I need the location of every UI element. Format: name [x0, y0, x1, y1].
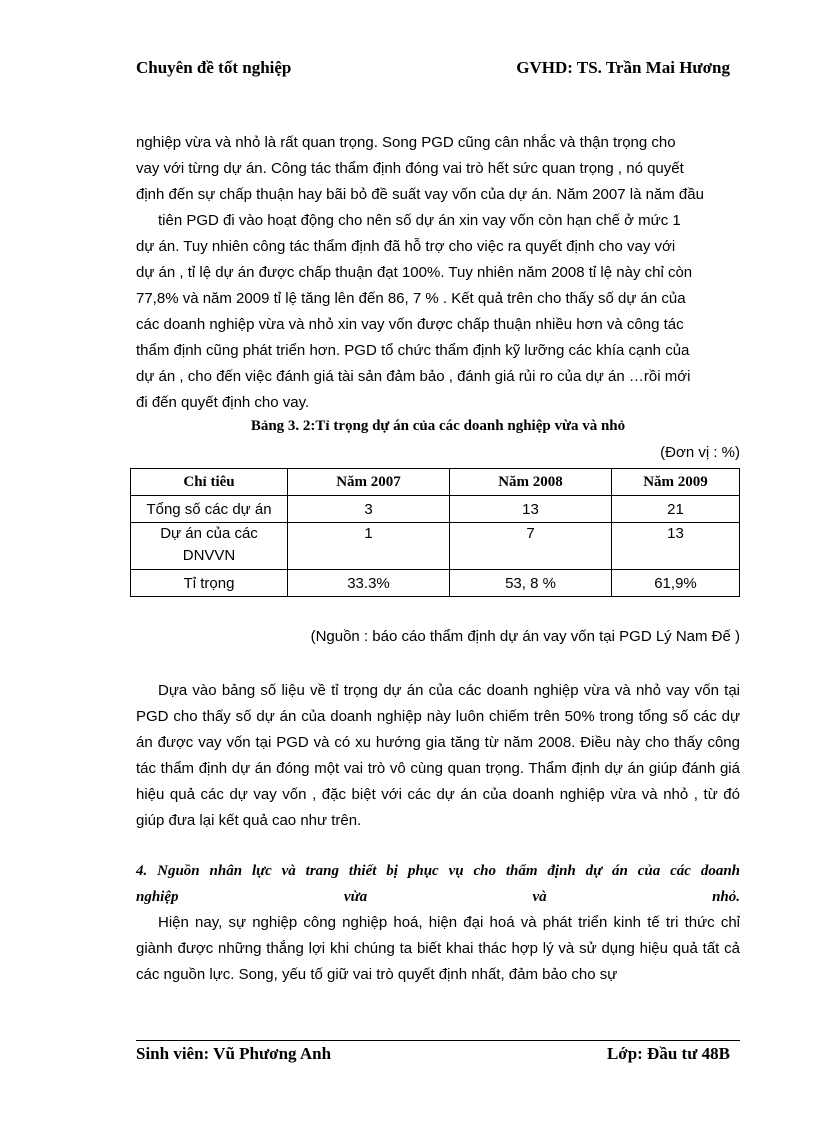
table-cell: 7 — [450, 523, 612, 570]
table-cell: 21 — [612, 496, 740, 523]
heading-word: nhỏ. — [712, 889, 740, 905]
table-cell: 13 — [612, 523, 740, 570]
paragraph-analysis: Dựa vào bảng số liệu về tỉ trọng dự án của các doanh nghiệp vừa và nhỏ vay vốn tại PGD cho thấy số dự án của doanh nghiệp này luôn chiếm trên 50% trong tổng số các dự án được vay vốn tại PGD và có xu hướng gia tăng từ năm 2008. Điều này cho thấy công tác thẩm định dự án đóng một vai trò vô cùng quan trọng. Thẩm định dự án giúp đánh giá hiệu quả các dự vay vốn , đặc biệt với các dự án của doanh nghiệp vừa và nhỏ , từ đó giúp đưa lại kết quả cao như trên. — [136, 682, 740, 829]
footer-student: Sinh viên: Vũ Phương Anh — [136, 1044, 332, 1063]
text-line: dự án. Tuy nhiên công tác thẩm định đã hỗ trợ cho việc ra quyết định cho vay với — [136, 238, 676, 255]
text-line: đi đến quyết định cho vay. — [136, 394, 310, 411]
text-line: các doanh nghiệp vừa và nhỏ xin vay vốn được chấp thuận nhiều hơn và công tác — [136, 316, 684, 333]
footer-divider — [136, 1040, 740, 1041]
column-header: Năm 2007 — [288, 469, 450, 496]
heading-word: và — [532, 889, 547, 905]
table-source-note: (Nguồn : báo cáo thẩm định dự án vay vốn tại PGD Lý Nam Đế ) — [310, 628, 740, 645]
table-cell: 53, 8 % — [450, 570, 612, 597]
table-cell: Tỉ trọng — [131, 570, 288, 597]
column-header: Năm 2009 — [612, 469, 740, 496]
text-line: thẩm định cũng phát triển hơn. PGD tổ chức thẩm định kỹ lưỡng các khía cạnh của — [136, 342, 690, 359]
table-row — [131, 496, 740, 523]
heading-word: vừa — [343, 889, 368, 905]
paragraph-project-approval — [136, 130, 740, 416]
text-line: định đến sự chấp thuận hay bãi bỏ đề suất vay vốn của dự án. Năm 2007 là năm đầu — [136, 186, 704, 203]
table-header-row — [131, 469, 740, 496]
table-cell: 61,9% — [612, 570, 740, 597]
text-line: vay với từng dự án. Công tác thẩm định đóng vai trò hết sức quan trọng , nó quyết — [136, 160, 684, 177]
cell-line: DNVVN — [182, 547, 236, 564]
table-cell — [131, 523, 288, 570]
text-line: dự án , tỉ lệ dự án được chấp thuận đạt 100%. Tuy nhiên năm 2008 tỉ lệ này chỉ còn — [136, 264, 693, 281]
table-row — [131, 523, 740, 570]
section-heading-line1: 4. Nguồn nhân lực và trang thiết bị phục vụ cho thẩm định dự án của các doanh — [136, 863, 740, 879]
table-cell: 1 — [288, 523, 450, 570]
table-cell: 33.3% — [288, 570, 450, 597]
text-line: nghiệp vừa và nhỏ là rất quan trọng. Song PGD cũng cân nhắc và thận trọng cho — [136, 134, 676, 151]
table-unit: (Đơn vị : %) — [660, 444, 740, 461]
text-line: tiên PGD đi vào hoạt động cho nên số dự án xin vay vốn còn hạn chế ở mức 1 — [158, 212, 681, 229]
table-cell: Tổng số các dự án — [131, 496, 288, 523]
table-title: Bảng 3. 2:Tỉ trọng dự án của các doanh nghiệp vừa và nhỏ — [250, 418, 626, 434]
footer-class: Lớp: Đầu tư 48B — [606, 1044, 730, 1063]
text-line: dự án , cho đến việc đánh giá tài sản đảm bảo , đánh giá rủi ro của dự án …rồi mới — [136, 368, 691, 385]
section-heading — [136, 858, 740, 910]
sme-project-share-table — [130, 468, 740, 597]
table-cell: 13 — [450, 496, 612, 523]
page-header — [136, 58, 730, 80]
cell-line: Dự án của các — [160, 525, 258, 542]
section-heading-line2 — [136, 884, 740, 910]
text-line: 77,8% và năm 2009 tỉ lệ tăng lên đến 86, 7 % . Kết quả trên cho thấy số dự án của — [136, 290, 686, 307]
heading-word: nghiệp — [136, 889, 179, 905]
table-row — [131, 570, 740, 597]
column-header: Chỉ tiêu — [131, 469, 288, 496]
column-header: Năm 2008 — [450, 469, 612, 496]
header-supervisor: GVHD: TS. Trần Mai Hương — [516, 58, 730, 77]
header-thesis-title: Chuyên đề tốt nghiệp — [136, 58, 292, 77]
paragraph-human-resources: Hiện nay, sự nghiệp công nghiệp hoá, hiện đại hoá và phát triển kinh tế tri thức chỉ giành được những thắng lợi khi chúng ta biết khai thác hợp lý và sử dụng hiệu quả tất cả các nguồn lực. Song, yếu tố giữ vai trò quyết định nhất, đảm bảo cho sự — [136, 914, 740, 983]
table-cell: 3 — [288, 496, 450, 523]
